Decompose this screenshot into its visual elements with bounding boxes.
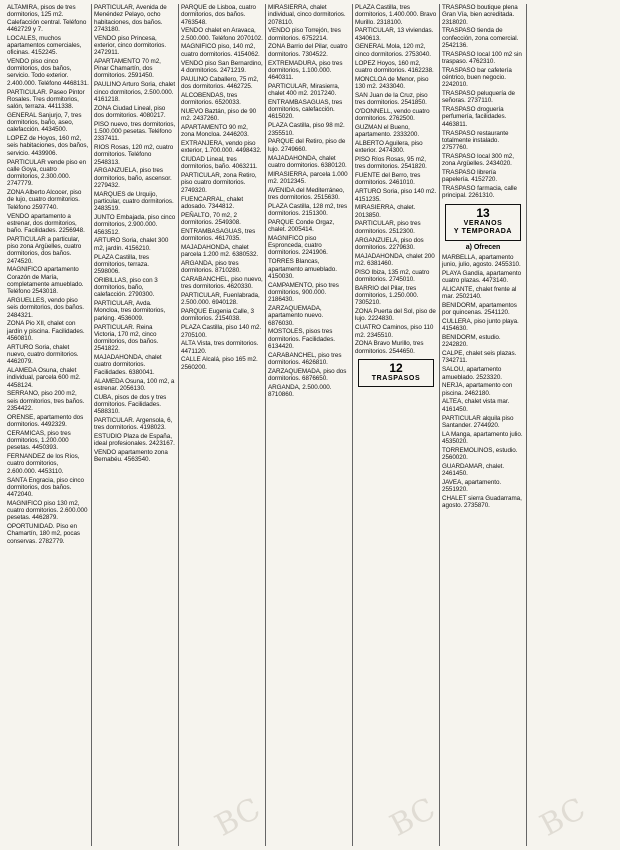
classified-ad: MIRASIERRA, chalet. 2013850. bbox=[355, 204, 416, 219]
classified-ad: PARTICULAR, Fuenlabrada, 2.500.000. 6940128. bbox=[181, 292, 260, 307]
classified-ad: TORRES Blancas, apartamento amueblado. 4150030. bbox=[268, 258, 337, 280]
classified-ad: VENDO piso San Bernardino, 4 dormitorios. 2471219. bbox=[181, 59, 263, 74]
classified-ad: PARTICULAR vende piso en calle Goya, cuatro dormitorios, 2.300.000. 2747779. bbox=[7, 158, 87, 188]
classified-ad: ALICANTE, chalet frente al mar. 2502140. bbox=[442, 285, 517, 301]
classified-ad: ZONA Ciudad Lineal, piso dos dormitorios. 4080217. bbox=[94, 104, 166, 119]
classified-ad: VENDO chalet en Aravaca, 2.500.000. Teléfono 2070102. bbox=[181, 27, 263, 42]
classified-ad: ALAMEDA Osuna, 100 m2, a estrenar. 2056130. bbox=[94, 377, 175, 392]
column-6 bbox=[440, 4, 527, 846]
classified-ad: PISO nuevo, tres dormitorios, 1.500.000 pesetas. Teléfono 2337411. bbox=[94, 120, 176, 143]
classified-ad: SANTA Engracia, piso cinco dormitorios, dos baños. 4472040. bbox=[7, 476, 84, 499]
column-5 bbox=[353, 4, 440, 846]
classified-ad: ALTEA, chalet vista mar. 4161450. bbox=[442, 398, 510, 413]
classified-ad: MAJADAHONDA, chalet cuatro dormitorios. 6380120. bbox=[268, 154, 347, 169]
classified-ad: GUZMAN el Bueno, apartamento. 2333200. bbox=[355, 123, 420, 139]
classified-ad: PLAZA Castilla, tres dormitorios, terraza. 2598006. bbox=[94, 253, 149, 276]
classified-ad: MAGNIFICO piso 130 m2, cuatro dormitorios. 2.600.000 pesetas. 4462879. bbox=[7, 499, 88, 522]
classified-ad: PLAZA Castilla, piso 140 m2. 2705100. bbox=[181, 324, 262, 339]
column-2 bbox=[92, 4, 179, 846]
classified-ad: PARTICULAR, Avda. Moncloa, tres dormitorios, parking. 4536009. bbox=[94, 300, 166, 322]
classified-ad: MARBELLA, apartamento junio, julio, agosto. 2455310. bbox=[442, 253, 521, 268]
classified-ad: TRASPASO restaurante totalmente instalado. 2757760. bbox=[442, 129, 509, 152]
classified-ad: CUATRO Caminos, piso 110 m2. 2345510. bbox=[355, 324, 434, 339]
classified-ad: O'DONNELL, vendo cuatro dormitorios. 2762500. bbox=[355, 107, 430, 123]
watermark: BC bbox=[534, 791, 592, 844]
classified-ad: ARTURO Soria, piso 140 m2. 4151235. bbox=[355, 188, 437, 203]
classified-ad: PARTICULAR, zona Retiro, piso cuatro dormitorios. 2749320. bbox=[181, 172, 257, 194]
classified-ad: TRASPASO boutique plena Gran Vía, bien acreditada. 2318020. bbox=[442, 4, 518, 26]
classified-ad: PARQUE del Retiro, piso de lujo. 2749660. bbox=[268, 138, 346, 153]
classified-ad: LA Manga, apartamento julio. 4535020. bbox=[442, 430, 523, 445]
column-1 bbox=[5, 4, 92, 846]
classified-ad: TRASPASO droguería perfumería, facilidades. 4463811. bbox=[442, 106, 507, 128]
classified-ad: ALTA Vista, tres dormitorios. 4471120. bbox=[181, 340, 259, 355]
classified-ad: PLAYA Gandía, apartamento cuatro plazas. 4473140. bbox=[442, 269, 522, 284]
classified-ad: PARQUE Eugenia Calle, 3 dormitorios. 2154038. bbox=[181, 308, 254, 323]
column-4 bbox=[266, 4, 353, 846]
classified-ad: FUENCARRAL, chalet adosado. 7344812. bbox=[181, 195, 244, 210]
classified-ad: ZONA Barrio del Pilar, cuatro dormitorios. 7304522. bbox=[268, 43, 348, 58]
watermark: BC bbox=[384, 791, 442, 844]
classified-ad: CARABANCHEL, piso nuevo, tres dormitorios. 4620330. bbox=[181, 276, 263, 291]
classified-ad: ZONA Puerta del Sol, piso de lujo. 2224830. bbox=[355, 308, 436, 323]
classified-ad: LOPEZ Hoyos, 160 m2, cuatro dormitorios. 4162238. bbox=[355, 59, 434, 74]
classified-ad: APARTAMENTO 90 m2, zona Moncloa. 2446203. bbox=[181, 123, 249, 139]
section-subtitle: a) Ofrecen bbox=[465, 243, 501, 251]
classified-ad: ARTURO Soria, chalet nuevo, cuatro dormitorios. 4462079. bbox=[7, 343, 79, 366]
classified-ad: PAULINO Arturo Soria, chalet cinco dormitorios, 2.500.000. 4161218. bbox=[94, 81, 176, 103]
classified-ad: PARTICULAR. Reina Victoria, 170 m2, cinco dormitorios, dos baños. 2541822. bbox=[94, 323, 159, 353]
classified-ad: PARQUE Conde Orgaz, chalet. 2005414. bbox=[268, 218, 335, 234]
classified-ad: PARQUE de Lisboa, cuatro dormitorios, dos baños. 4763548. bbox=[181, 4, 256, 26]
classified-ad: ZARZAQUEMADA, piso dos dormitorios. 6876650. bbox=[268, 367, 347, 383]
classified-ad: ZONA Bravo Murillo, tres dormitorios. 2544650. bbox=[355, 340, 424, 355]
classified-ad: CIUDAD Lineal, tres dormitorios, baño. 4063211. bbox=[181, 156, 258, 171]
veranos-header bbox=[445, 204, 521, 241]
classified-ad: GENERAL Mola, 120 m2, cinco dormitorios. 2753040. bbox=[355, 43, 432, 58]
traspasos-header bbox=[358, 359, 434, 388]
classified-ad: ENTRAMBASAGUAS, tres dormitorios, calefacción. 4615020. bbox=[268, 98, 343, 121]
classified-ad: PARTICULAR alquila piso Santander. 2744920. bbox=[442, 414, 514, 429]
section-number: 12 bbox=[389, 360, 403, 375]
classified-ad: FUENTE del Berro, tres dormitorios. 2461010. bbox=[355, 172, 421, 187]
section-number: 13 bbox=[476, 205, 490, 220]
classified-ad: VENDO piso Torrejón, tres dormitorios. 6752214. bbox=[268, 27, 341, 42]
classified-ad: PARTICULAR, piso tres dormitorios. 2512300. bbox=[355, 220, 421, 235]
classified-ad: VENDO piso Princesa, exterior, cinco dormitorios. 2472911. bbox=[94, 34, 167, 57]
classified-ad: RIOS Rosas, 120 m2, cuatro dormitorios. Teléfono 2548313. bbox=[94, 144, 174, 166]
classified-ad: MAGNIFICO piso, 140 m2, cuatro dormitorios. 4154062. bbox=[181, 43, 260, 58]
classified-ad: CARABANCHEL, piso tres dormitorios. 4626810. bbox=[268, 351, 342, 366]
classified-ad: MAJADAHONDA, chalet cuatro dormitorios. Facilidades. 6380041. bbox=[94, 354, 162, 376]
classified-ad: APARTAMENTO 70 m2, Pinar Chamartín, dos dormitorios. 2591450. bbox=[94, 57, 161, 80]
classified-ad: LOCALES, muchos apartamentos comerciales, oficinas. 4152245. bbox=[7, 34, 82, 57]
classified-ad: MONCLOA de Menor, piso 130 m2. 2433040. bbox=[355, 75, 429, 90]
classified-ad: PARTICULAR a particular, piso zona Argüelles, cuatro dormitorios, dos baños. 2474520. bbox=[7, 235, 82, 265]
classified-ad: GENERAL Sanjurjo, 7, tres dormitorios, baño, aseo, calefacción. 4434500. bbox=[7, 111, 82, 134]
classified-ad: AVENIDA del Mediterráneo, tres dormitorios. 2515630. bbox=[268, 186, 345, 201]
classified-ad: PARTICULAR. Argensola, 6, tres dormitorios. 4198023. bbox=[94, 416, 173, 432]
classified-ad: MIRASIERRA, parcela 1.000 m2. 2012345. bbox=[268, 170, 348, 185]
classified-ad: VENDO apartamento a estrenar, dos dormitorios, baño. Facilidades. 2256948. bbox=[7, 212, 85, 234]
classified-ad: EXTREMADURA, piso tres dormitorios, 1.100.000. 4640311. bbox=[268, 59, 343, 82]
classified-ad: SAN Juan de la Cruz, piso tres dormitorios. 2541850. bbox=[355, 91, 428, 106]
classified-ad: MAGNIFICO apartamento Corazón de María, completamente amueblado. Teléfono 2543018. bbox=[7, 266, 84, 296]
classified-ad: BENIDORM, apartamentos por quincenas. 2541120. bbox=[442, 301, 517, 317]
section-title: TRASPASOS bbox=[371, 374, 421, 382]
classified-ad: JAVEA, apartamento. 2551920. bbox=[442, 478, 502, 494]
classified-ad: ZONA Pio XII, chalet con jardín y piscina. Facilidades. 4560810. bbox=[7, 320, 85, 342]
classified-ad: BARRIO del Pilar, tres dormitorios, 1.250.000. 7305210. bbox=[355, 284, 419, 307]
classified-ad: CAMPAMENTO, piso tres dormitorios, 900.000. 2186430. bbox=[268, 281, 339, 304]
classified-ad: TRASPASO local 100 m2 sin traspaso. 4762310. bbox=[442, 50, 522, 65]
classified-ad: NERJA, apartamento con piscina. 2462180. bbox=[442, 382, 513, 397]
columns-container bbox=[5, 4, 615, 846]
classified-ad: ALAMEDA Osuna, chalet individual, parcela 600 m2. 4458124. bbox=[7, 367, 81, 389]
classified-ad: ZARZAQUEMADA, apartamento nuevo. 6876030. bbox=[268, 305, 324, 327]
watermark: BC bbox=[209, 791, 267, 844]
classified-ad: ARGANZUELA, piso tres dormitorios, baño, ascensor. 2279432. bbox=[94, 167, 172, 189]
classified-ad: ORENSE, apartamento dos dormitorios. 4492329. bbox=[7, 413, 84, 428]
classified-ad: MAGNIFICO piso Espronceda, cuatro dormitorios. 2241906. bbox=[268, 234, 328, 257]
classified-ad: CALPE, chalet seis plazas. 7342711. bbox=[442, 350, 517, 365]
classified-ad: PLAZA Castilla, tres dormitorios, 1.400.000. Bravo Murillo. 2318100. bbox=[355, 4, 437, 26]
classified-ad: TRASPASO peluquería de señoras. 2737110. bbox=[442, 90, 515, 105]
classified-ad: PARTICULAR, 13 viviendas. 4340613. bbox=[355, 27, 434, 42]
classified-ad: TRASPASO librería papelería. 4152720. bbox=[442, 169, 498, 184]
classified-ad: VENDO apartamento zona Bernabéu. 4563540. bbox=[94, 449, 168, 464]
classified-ad: PLAZA Castilla, piso 98 m2. 2355510. bbox=[268, 122, 345, 137]
classified-ad: TORREMOLINOS, estudio. 2560020. bbox=[442, 446, 518, 461]
classified-ad: CULLERA, piso junto playa. 4154630. bbox=[442, 317, 519, 333]
classified-ad: TRASPASO bar cafetería céntrico, buen negocio. 2242010. bbox=[442, 66, 512, 89]
classified-ad: ALCOBENDAS, tres dormitorios. 6520033. bbox=[181, 91, 241, 106]
classified-ad: ENTRAMBASAGUAS, tres dormitorios. 4617035. bbox=[181, 227, 256, 242]
classified-ad: MIRASIERRA, chalet individual, cinco dormitorios. 2078110. bbox=[268, 4, 346, 26]
classified-ad: PISO Ríos Rosas, 95 m2, tres dormitorios. 2541820. bbox=[355, 156, 427, 171]
classified-ad: PAULINO Caballero, 75 m2, dos dormitorios. 4462725. bbox=[181, 75, 259, 90]
column-3 bbox=[179, 4, 266, 846]
classified-ad: CALLE Alcalá, piso 165 m2. 2560200. bbox=[181, 356, 258, 371]
column-7 bbox=[527, 4, 614, 846]
classified-ad: VENDO piso cinco dormitorios, dos baños, servicio. Todo exterior. 2.400.000. Teléfono 4468131. bbox=[7, 57, 89, 87]
classified-ad: NUEVO Baztán, piso de 90 m2. 2437260. bbox=[181, 107, 257, 123]
classified-ad: ZONA Alberto Alcocer, piso de lujo, cuatro dormitorios. Teléfono 2597740. bbox=[7, 189, 82, 211]
classified-ad: CERAMICAS, piso tres dormitorios, 1.200.000 pesetas. 4450393. bbox=[7, 429, 71, 452]
classified-ad: PLAZA Castilla, 128 m2, tres dormitorios. 2151300. bbox=[268, 202, 348, 218]
classified-ad: ARTURO Soria, chalet 300 m2, jardín. 4156210. bbox=[94, 237, 169, 252]
classified-ad: PARTICULAR, Avenida de Menéndez Pelayo, ocho habitaciones, dos baños. 2743180. bbox=[94, 4, 167, 33]
classified-ad: GUARDAMAR, chalet. 2461450. bbox=[442, 462, 505, 478]
section-title-line-1: VERANOS bbox=[463, 219, 503, 227]
classified-ad: MAJADAHONDA, chalet parcela 1.200 m2. 6380532. bbox=[181, 243, 259, 259]
classified-ad: FERNANDEZ de los Ríos, cuatro dormitorios, 2.600.000. 4453110. bbox=[7, 453, 80, 475]
classified-ad: SALOU, apartamento amueblado. 2523320. bbox=[442, 366, 502, 381]
classified-ad: PARTICULAR, Mirasierra, chalet 400 m2. 2017240. bbox=[268, 82, 340, 98]
classified-ad: MOSTOLES, pisos tres dormitorios. Facilidades. 6134420. bbox=[268, 328, 335, 350]
classified-ad: MARQUES de Urquijo, particular, cuatro dormitorios. 2483519. bbox=[94, 190, 174, 213]
classified-ad: EXTRANJERA, vendo piso exterior, 1.700.000. 4498432. bbox=[181, 140, 262, 155]
classified-ad: CUBA, pisos de dos y tres dormitorios. Facilidades. 4588310. bbox=[94, 393, 167, 416]
classified-ad: ARGANDA, piso tres dormitorios. 8710280. bbox=[181, 259, 241, 275]
classified-ad: LOPEZ de Hoyos, 160 m2, seis habitaciones, dos baños, servicio. 4439906. bbox=[7, 135, 89, 157]
classified-ad: BENIDORM, estudio. 2242820. bbox=[442, 334, 501, 349]
classified-ad: ORIBILLAS, piso con 3 dormitorios, baño, calefacción. 2790300. bbox=[94, 276, 158, 299]
classified-ad: OPORTUNIDAD. Piso en Chamartín, 180 m2, pocas conservas. 2782779. bbox=[7, 523, 81, 545]
classified-ad: TRASPASO tienda de confección, zona comercial. 2542136. bbox=[442, 27, 519, 49]
classified-ad: ARGANZUELA, piso dos dormitorios. 2279630. bbox=[355, 236, 424, 251]
classified-ad: ALTAMIRA, pisos de tres dormitorios, 125 m2. Calefacción central. Teléfono 4462729 y 7. bbox=[7, 4, 87, 33]
classified-ad: TRASPASO local 300 m2, zona Argüelles. 2434020. bbox=[442, 152, 514, 168]
classified-ad: CHALET sierra Guadarrama, agosto. 2735870. bbox=[442, 495, 522, 510]
classified-ad: TRASPASO farmacia, calle principal. 2261310. bbox=[442, 185, 517, 200]
classified-ad: ARGANDA, 2.500.000. 8710860. bbox=[268, 383, 332, 399]
classified-ad: ESTUDIO Plaza de España, ideal profesionales. 2423167. bbox=[94, 433, 175, 448]
classified-ad: ARGUELLES, vendo piso seis dormitorios, dos baños. 2484321. bbox=[7, 297, 84, 319]
section-title-line-2: Y TEMPORADA bbox=[453, 228, 513, 236]
classified-ad: PISO Ibiza, 135 m2, cuatro dormitorios. 2745010. bbox=[355, 268, 430, 283]
classified-ad: SERRANO, piso 200 m2, seis dormitorios, tres baños. 2354422. bbox=[7, 390, 85, 412]
classified-ad: PARTICULAR. Paseo Pintor Rosales. Tres dormitorios, salón, terraza. 4411338. bbox=[7, 88, 85, 111]
classified-ad: JUNTO Embajada, piso cinco dormitorios, 2.900.000. 4563512. bbox=[94, 214, 176, 236]
classified-ad: PEÑALTO, 70 m2, 2 dormitorios. 2549308. bbox=[181, 211, 241, 226]
classified-ad: MAJADAHONDA, chalet 200 m2. 6381460. bbox=[355, 252, 435, 267]
classified-ad: ALBERTO Aguilera, piso exterior. 2474300. bbox=[355, 140, 423, 155]
